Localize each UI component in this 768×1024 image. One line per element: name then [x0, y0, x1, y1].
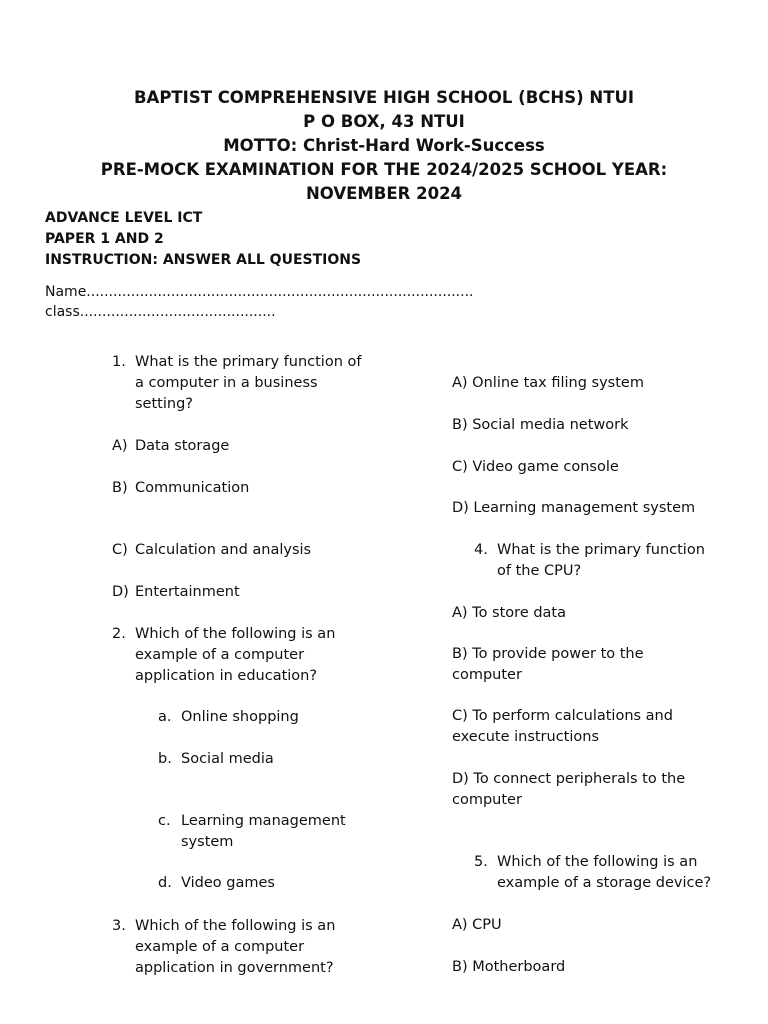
option-text: Learning management system — [181, 813, 346, 850]
class-field: class............................................ — [45, 304, 276, 320]
option-item: A) To store data — [452, 605, 567, 621]
option-letter: D) — [112, 584, 129, 600]
exam-paper: PAPER 1 AND 2 — [45, 231, 164, 247]
option-letter: A) — [112, 438, 128, 454]
option-letter: c. — [158, 813, 171, 829]
option-item: D) To connect peripherals to the computer — [452, 771, 686, 808]
exam-level: ADVANCE LEVEL ICT — [45, 210, 203, 226]
question-4 — [474, 540, 719, 582]
option-item — [158, 873, 275, 894]
question-number: 5. — [474, 854, 488, 870]
option-item — [158, 811, 353, 853]
option-text: Online shopping — [181, 709, 299, 725]
question-number: 1. — [112, 354, 126, 370]
exam-title: PRE-MOCK EXAMINATION FOR THE 2024/2025 SCHOOL YEAR: — [100, 160, 668, 179]
option-text: Calculation and analysis — [135, 542, 312, 558]
option-item: C) Video game console — [452, 459, 619, 475]
exam-header — [40, 86, 728, 206]
option-item: A) CPU — [452, 917, 502, 933]
option-letter: C) — [112, 542, 128, 558]
school-motto: MOTTO: Christ-Hard Work-Success — [223, 136, 545, 155]
option-item — [158, 707, 299, 728]
question-text: What is the primary function of a computer in a business setting? — [135, 354, 362, 412]
option-text: Communication — [135, 480, 250, 496]
school-name: BAPTIST COMPREHENSIVE HIGH SCHOOL (BCHS) NTUI — [133, 88, 634, 107]
question-text: What is the primary function of the CPU? — [497, 542, 705, 579]
option-letter: a. — [158, 709, 172, 725]
question-3 — [112, 916, 362, 979]
option-item: B) Social media network — [452, 417, 629, 433]
exam-instruction: INSTRUCTION: ANSWER ALL QUESTIONS — [45, 252, 362, 268]
option-text: Entertainment — [135, 584, 240, 600]
name-field: Name....................................................................................... — [45, 284, 474, 300]
option-text: Data storage — [135, 438, 230, 454]
question-2 — [112, 624, 362, 687]
option-item: B) To provide power to the computer — [452, 646, 644, 683]
question-1 — [112, 352, 362, 415]
exam-date: NOVEMBER 2024 — [305, 184, 463, 203]
option-text: Social media — [181, 751, 274, 767]
option-item — [112, 540, 372, 561]
option-letter: b. — [158, 751, 172, 767]
option-item: C) To perform calculations and execute instructions — [452, 708, 673, 745]
option-letter: B) — [112, 480, 128, 496]
option-text: Video games — [181, 875, 275, 891]
option-item: D) Learning management system — [452, 500, 696, 516]
exam-meta — [45, 208, 361, 271]
option-item — [112, 478, 249, 499]
question-number: 2. — [112, 626, 126, 642]
school-address: P O BOX, 43 NTUI — [303, 112, 465, 131]
option-item — [112, 582, 240, 603]
question-text: Which of the following is an example of a computer application in education? — [135, 626, 336, 684]
question-number: 4. — [474, 542, 488, 558]
question-text: Which of the following is an example of a computer application in government? — [135, 918, 336, 976]
student-fields — [45, 282, 473, 322]
option-item — [158, 749, 274, 770]
option-letter: d. — [158, 875, 172, 891]
option-item — [112, 436, 229, 457]
question-number: 3. — [112, 918, 126, 934]
option-item: B) Motherboard — [452, 959, 566, 975]
question-text: Which of the following is an example of a storage device? — [497, 854, 712, 891]
question-5 — [474, 852, 737, 894]
option-item: A) Online tax filing system — [452, 375, 644, 391]
